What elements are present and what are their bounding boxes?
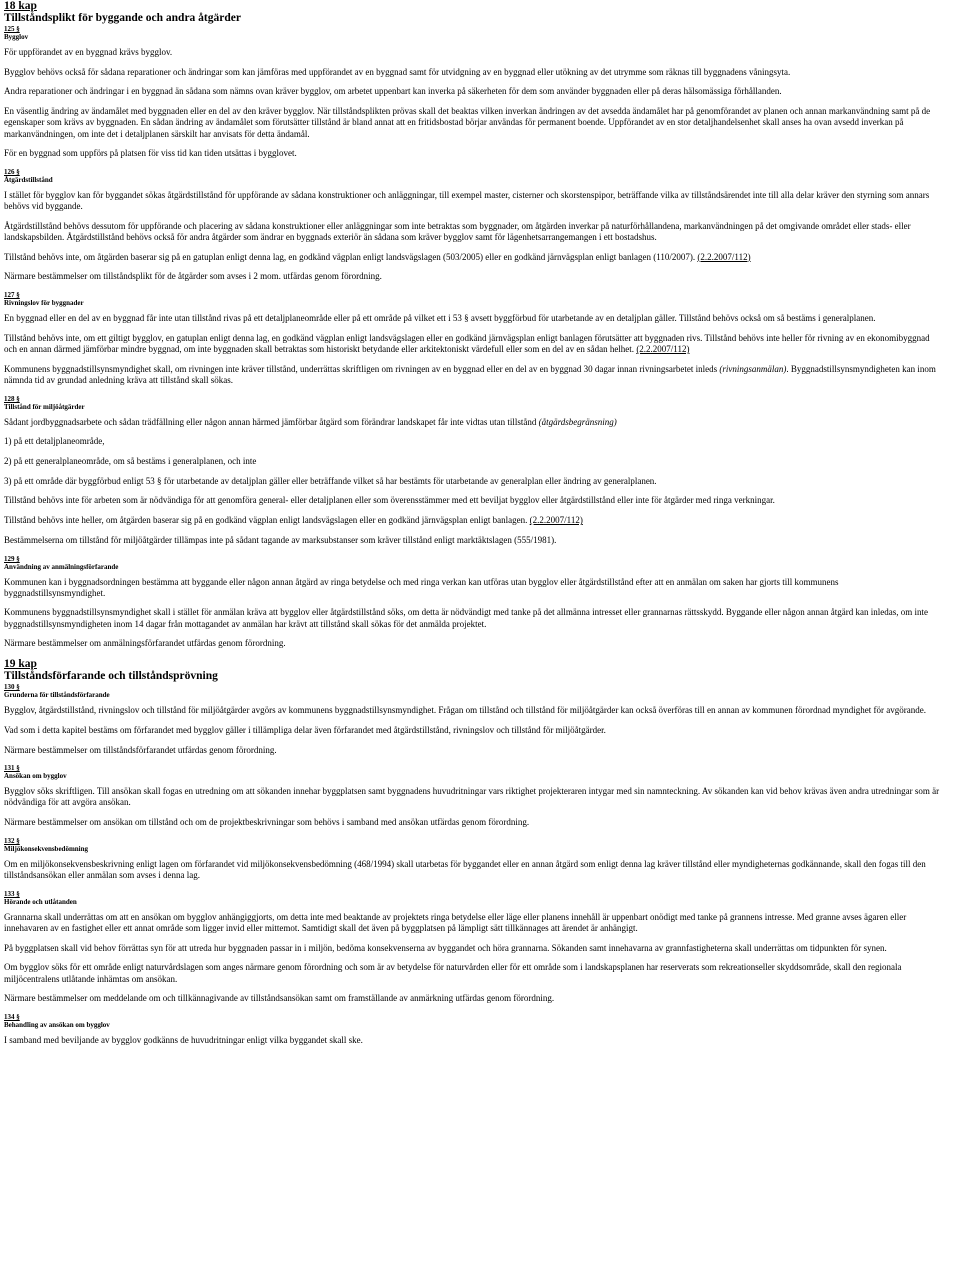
paragraph xyxy=(4,495,940,506)
paragraph xyxy=(4,817,940,828)
defined-term: (åtgärdsbegränsning) xyxy=(538,416,617,427)
paragraph xyxy=(4,148,940,159)
paragraph xyxy=(4,333,940,355)
paragraph xyxy=(4,705,940,716)
paragraph-text: 3) på ett område där byggförbud enligt 53 § för utarbetande av detaljplan gäller eller beträffande vilket så har bestämts för utarbetande av generalplan eller ändring av generalplanen. xyxy=(4,475,657,486)
paragraph xyxy=(4,638,940,649)
paragraph-text: Närmare bestämmelser om ansökan om tillstånd och om de projektbeskrivningar som behövs i samband med ansökan utfärdas genom förordning. xyxy=(4,817,530,828)
section-title: Användning av anmälningsförfarande xyxy=(4,562,119,571)
paragraph-text: Tillstånd behövs inte för arbeten som är nödvändiga för att genomföra general- eller detaljplanen eller som överensstämmer med ett beviljat bygglov eller åtgärdstillstånd eller inte för åtgärder med ringa verkningar. xyxy=(4,495,775,506)
section-title: Hörande och utlåtanden xyxy=(4,897,77,906)
section-number-link[interactable]: 126 § xyxy=(4,167,20,176)
paragraph xyxy=(4,271,940,282)
paragraph xyxy=(4,859,940,881)
section-title: Rivningslov för byggnader xyxy=(4,299,84,308)
paragraph xyxy=(4,476,940,487)
paragraph xyxy=(4,436,940,447)
paragraph xyxy=(4,190,940,212)
paragraph xyxy=(4,313,940,324)
section-title: Miljökonsekvensbedömning xyxy=(4,844,89,853)
section-title: Ansökan om bygglov xyxy=(4,772,67,781)
section-title: Behandling av ansökan om bygglov xyxy=(4,1020,110,1029)
paragraph xyxy=(4,607,940,629)
paragraph-text: Om en miljökonsekvensbeskrivning enligt lagen om förfarandet vid miljökonsekvensbedömning (468/1994) skall utarbetas för byggandet eller en annan åtgärd som enligt denna lag kräver tillstånd eller myndigheternas godkännande, skall den fogas till den tillståndsansökan eller anmälan som avses i denna lag. xyxy=(4,858,926,881)
section-number-link[interactable]: 132 § xyxy=(4,836,20,845)
section-number-link[interactable]: 129 § xyxy=(4,554,20,563)
paragraph-text: Bygglov behövs också för sådana reparationer och ändringar som kan jämföras med uppförandet av en byggnad samt för utvidgning av en byggnad eller utökning av det utrymme som räknas till byggnadens våningsyta. xyxy=(4,66,791,77)
paragraph-text: Bestämmelserna om tillstånd för miljöåtgärder tillämpas inte på sådant tagande av marksubstanser som kräver tillstånd enligt marktäktslagen (555/1981). xyxy=(4,534,557,545)
paragraph-text: I samband med beviljande av bygglov godkänns de huvudritningar enligt vilka byggandet skall ske. xyxy=(4,1034,363,1045)
paragraph xyxy=(4,221,940,243)
paragraph xyxy=(4,745,940,756)
paragraph xyxy=(4,86,940,97)
paragraph-text: Vad som i detta kapitel bestäms om förfarandet med bygglov gäller i tillämpliga delar även förfarandet med åtgärdstillstånd, rivningslov och tillstånd för miljöåtgärder. xyxy=(4,724,606,735)
paragraph xyxy=(4,993,940,1004)
paragraph-text: För uppförandet av en byggnad krävs bygglov. xyxy=(4,47,173,57)
section-number-link[interactable]: 128 § xyxy=(4,394,20,403)
paragraph xyxy=(4,252,940,263)
paragraph-text: I stället för bygglov kan för byggandet sökas åtgärdstillstånd för uppförande av sådana konstruktioner och anläggningar, till exempel master, cisterner och skorstenspipor, beträffande vilka av tillståndsärendet inte till alla delar kräver den styrning som annars behövs vid byggande. xyxy=(4,189,930,212)
section-title: Tillstånd för miljöåtgärder xyxy=(4,402,85,411)
section-title: Bygglov xyxy=(4,33,29,41)
paragraph xyxy=(4,456,940,467)
chapter-title: Tillståndsplikt för byggande och andra åtgärder xyxy=(4,12,241,24)
section-number-link[interactable]: 133 § xyxy=(4,889,20,898)
section-number-link[interactable]: 134 § xyxy=(4,1012,20,1021)
chapter-number: 19 kap xyxy=(4,658,37,671)
paragraph xyxy=(4,417,940,428)
section-title: Åtgärdstillstånd xyxy=(4,175,53,184)
paragraph xyxy=(4,962,940,984)
paragraph-text: Kommunen kan i byggnadsordningen bestämma att byggande eller någon annan åtgärd av ringa betydelse och med ringa verkan kan utföras utan bygglov eller åtgärdstillstånd efter att en anmälan om saken har gjorts till kommunens byggnadstillsynsmyndighet. xyxy=(4,576,839,598)
paragraph xyxy=(4,47,940,58)
paragraph xyxy=(4,106,940,140)
paragraph-text: En byggnad eller en del av en byggnad får inte utan tillstånd rivas på ett detaljplaneområde eller på ett område på vilket ett i 53 § avsett byggförbud för utarbetande av en detaljplan gäller. Tillstånd behövs också om så bestäms i generalplanen. xyxy=(4,313,876,324)
paragraph xyxy=(4,515,940,526)
amendment-reference-link[interactable]: (2.2.2007/112) xyxy=(697,251,751,262)
paragraph-text: Om bygglov söks för ett område enligt naturvårdslagen som anges närmare genom förordning och som är av betydelse för naturvården eller för ett område som i landskapsplanen har reserverats som rekreationseller skyddsområde, skall den regionala miljöcentralens utlåtande inhämtas om ansökan. xyxy=(4,962,902,984)
section-number-link[interactable]: 127 § xyxy=(4,291,20,300)
paragraph-text: På byggplatsen skall vid behov förrättas syn för att utreda hur byggnaden passar in i miljön, bedöma konsekvenserna av byggandet och höra grannarna. Sökanden samt innehavarna av grannfastigheterna skall underrättas om tidpunkten för synen. xyxy=(4,942,887,953)
paragraph-text: Grannarna skall underrättas om att en ansökan om bygglov anhängiggjorts, om detta inte med beaktande av projektets ringa betydelse eller läge eller planens innehåll är uppenbart onödigt med tanke på grannens intresse. Med granne avses ägaren eller innehavaren av en fastighet eller ett annat område som ligger invid eller mittemot. Samtidigt skall det även på byggplatsen på lämpligt sätt tillkännages att ärendet är anhängigt. xyxy=(4,911,907,933)
paragraph xyxy=(4,786,940,808)
paragraph xyxy=(4,535,940,546)
paragraph-text: Närmare bestämmelser om meddelande om och tillkännagivande av tillståndsansökan samt om framställande av anmärkning utfärdas genom förordning. xyxy=(4,993,555,1004)
amendment-reference-link[interactable]: (2.2.2007/112) xyxy=(529,515,583,526)
paragraph-text: För en byggnad som uppförs på platsen för viss tid kan tiden utsättas i bygglovet. xyxy=(4,148,297,159)
paragraph-text: Bygglov söks skriftligen. Till ansökan skall fogas en utredning om att sökanden innehar byggplatsen samt byggnadens huvudritningar vars riktighet projekteraren intygar med sin namnteckning. Av sökanden kan vid behov krävas även andra utredningar som är nödvändiga för att avgöra ansökan. xyxy=(4,786,940,808)
paragraph xyxy=(4,943,940,954)
paragraph-text: En väsentlig ändring av ändamålet med byggnaden eller en del av den kräver bygglov. När tillståndsplikten prövas skall det beaktas vilken inverkan ändringen av det avsedda ändamålet har på genomförandet av planen och annan markanvändning samt på de egenskaper som krävs av byggnaden. En sådan ändring av ändamålet som förutsätter tillstånd är bland annat att en fritidsbostad börjar användas för permanent boende. Uppförandet av en stor detaljhandelsenhet skall anses ha ovan avsedd inverkan på markanvändningen, om inte det i detaljplanen särskilt har anvisats för detta ändamål. xyxy=(4,106,931,139)
paragraph xyxy=(4,1035,940,1046)
paragraph xyxy=(4,577,940,599)
paragraph-text: Tillstånd behövs inte, om ett giltigt bygglov, en gatuplan enligt denna lag, en godkänd vägplan enligt landsvägslagen eller en godkänd järnvägsplan enligt banlagen förutsätter att byggnaden rivs. Tillstånd behövs inte heller för rivning av en ekonomibyggnad och en annan därmed jämförbar mindre byggnad, om inte byggnaden skall betraktas som historiskt betydande eller arkitektoniskt värdefull eller som en del av en sådan helhet. xyxy=(4,332,930,355)
paragraph-text: Kommunens byggnadstillsynsmyndighet skall, om rivningen inte kräver tillstånd, underrättas skriftligen om rivningen av en byggnad eller en del av en byggnad 30 dagar innan rivningsarbetet inleds xyxy=(4,363,720,374)
paragraph xyxy=(4,67,940,78)
section-number-link[interactable]: 125 § xyxy=(4,25,20,33)
paragraph xyxy=(4,725,940,736)
section-title: Grunderna för tillståndsförfarande xyxy=(4,691,110,700)
amendment-reference-link[interactable]: (2.2.2007/112) xyxy=(636,344,690,355)
paragraph-text: Närmare bestämmelser om tillståndsplikt för de åtgärder som avses i 2 mom. utfärdas genom förordning. xyxy=(4,271,382,282)
paragraph-text: Närmare bestämmelser om tillståndsförfarandet utfärdas genom förordning. xyxy=(4,744,277,755)
paragraph-text: Tillstånd behövs inte heller, om åtgärden baserar sig på en godkänd vägplan enligt landsvägslagen eller en godkänd järnvägsplan enligt banlagen. xyxy=(4,515,530,526)
section-number-link[interactable]: 131 § xyxy=(4,764,20,773)
paragraph-text: Andra reparationer och ändringar i en byggnad än sådana som nämns ovan kräver bygglov, om arbetet uppenbart kan inverka på säkerheten för dem som använder byggnaden eller på deras hälsomässiga förhållanden. xyxy=(4,86,782,97)
paragraph-text: Kommunens byggnadstillsynsmyndighet skall i stället för anmälan kräva att bygglov eller åtgärdstillstånd söks, om detta är nödvändigt med tanke på det allmänna intresset eller grannarnas rättsskydd. Byggande eller någon annan åtgärd kan inledas, om inte byggnadstillsynsmyndigheten inom 14 dagar från mottagandet av anmälan har krävt att tillstånd skall sökas för det anmälda projektet. xyxy=(4,607,929,629)
paragraph-text: Åtgärdstillstånd behövs dessutom för uppförande och placering av sådana konstruktioner eller anläggningar som inte betraktas som byggnader, om åtgärden inverkar på naturförhållandena, markanvändningen på det omgivande området eller stads- eller landskapsbilden. Åtgärdstillstånd behövs också för andra åtgärder som ändrar en byggnads exteriör än sådana som kräver bygglov samt för lägenhetsarrangemangen i ett bostadshus. xyxy=(4,220,911,243)
paragraph-text: 1) på ett detaljplaneområde, xyxy=(4,436,105,447)
chapter-number: 18 kap xyxy=(4,0,37,12)
paragraph-text: . Byggnadstillsynsmyndigheten kan inom nämnda tid av grundad anledning kräva att tillstånd skall sökas. xyxy=(4,363,936,385)
section-number-link[interactable]: 130 § xyxy=(4,683,20,692)
paragraph-text: Sådant jordbyggnadsarbete och sådan trädfällning eller någon annan härmed jämförbar åtgärd som förändrar landskapet får inte vidtas utan tillstånd xyxy=(4,416,539,427)
paragraph-text: Bygglov, åtgärdstillstånd, rivningslov och tillstånd för miljöåtgärder avgörs av kommunens byggnadstillsynsmyndighet. Frågan om tillstånd och tillstånd för miljöåtgärder kan också överföras till en annan av kommunen förordnad myndighet för avgörande. xyxy=(4,705,926,716)
paragraph xyxy=(4,364,940,386)
paragraph xyxy=(4,912,940,934)
chapter-title: Tillståndsförfarande och tillståndsprövning xyxy=(4,670,218,683)
defined-term: (rivningsanmälan) xyxy=(719,363,787,374)
paragraph-text: Tillstånd behövs inte, om åtgärden baserar sig på en gatuplan enligt denna lag, en godkänd vägplan enligt landsvägslagen (503/2005) eller en godkänd järnvägsplan enligt banlagen (110/2007). xyxy=(4,251,698,262)
paragraph-text: Närmare bestämmelser om anmälningsförfarandet utfärdas genom förordning. xyxy=(4,638,286,649)
paragraph-text: 2) på ett generalplaneområde, om så bestäms i generalplanen, och inte xyxy=(4,456,257,467)
